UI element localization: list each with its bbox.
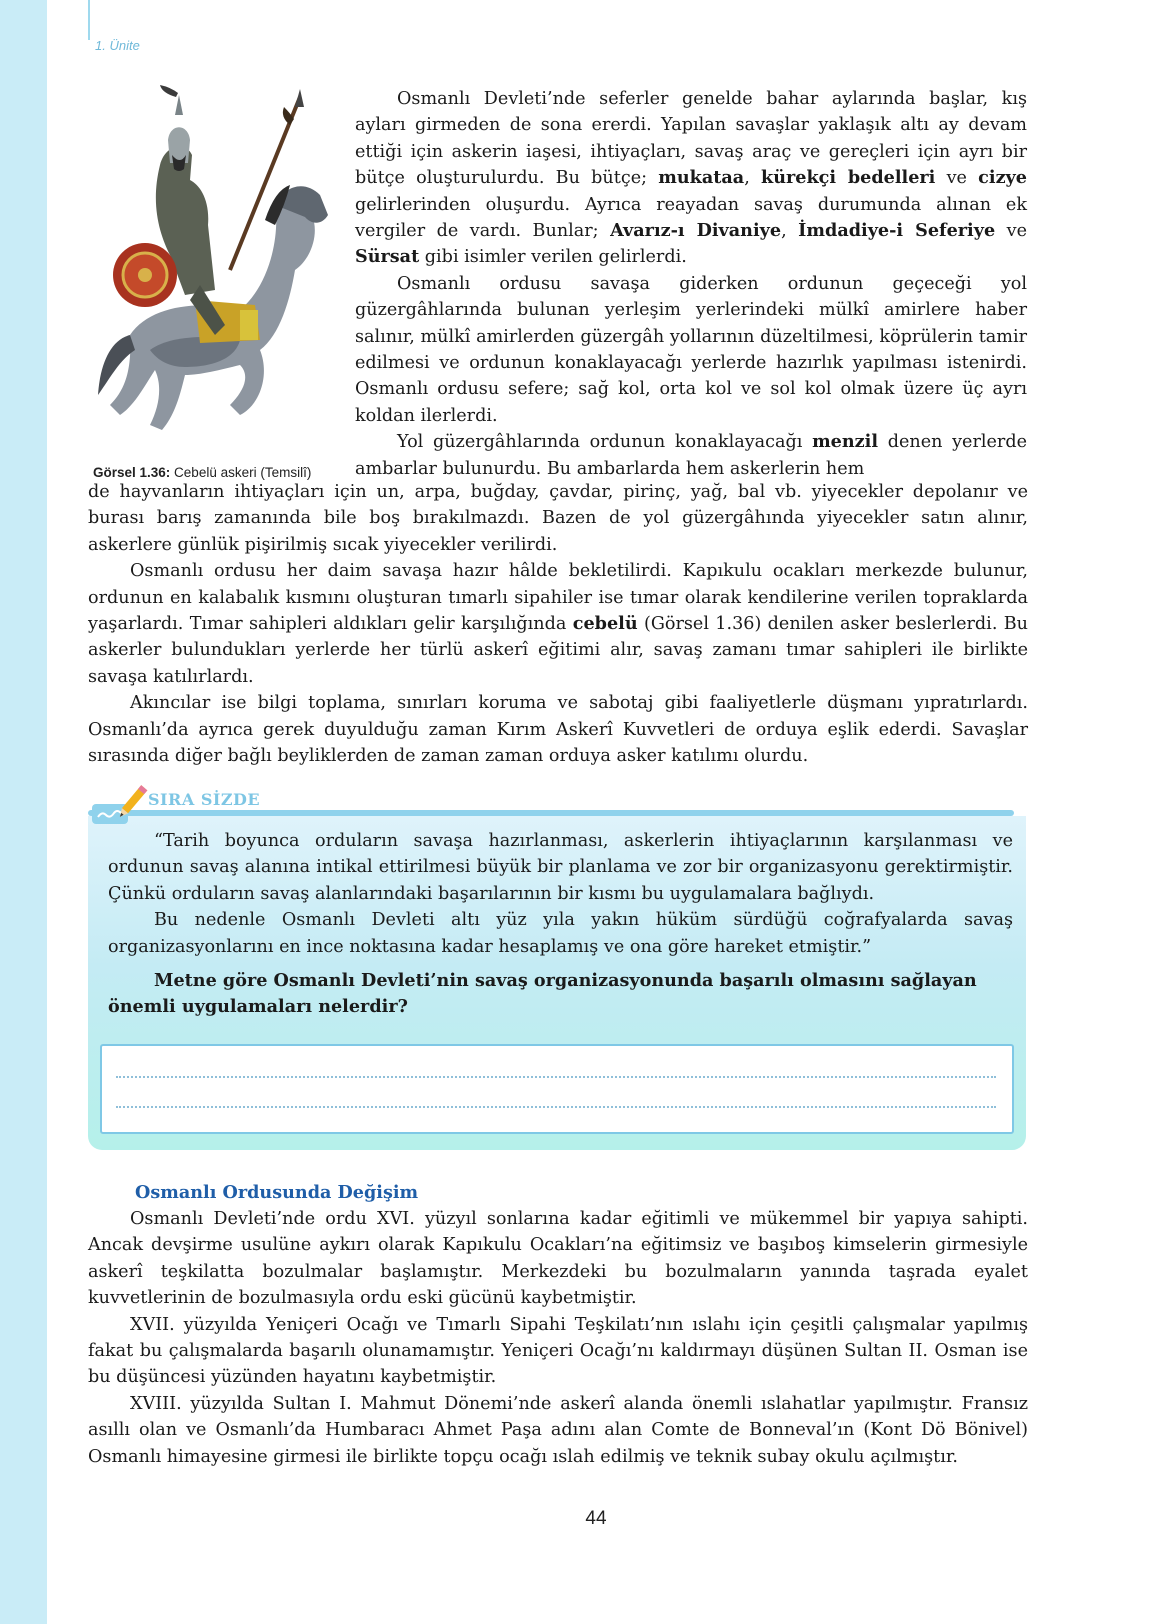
quote-paragraph: “Tarih boyunca orduların savaşa hazırlanması, askerlerin ihtiyaçlarının karşılanması ve ordunun savaş alanına intikal ettirilmesi büyük bir planlama ve zor bir organizasyonu gerektirmiştir. Çünkü orduların savaş alanlarındaki başarılarının bir kısmı bu uygulamalara bağlıydı. [108, 831, 1013, 904]
text-run: , [744, 168, 762, 189]
text-run: , [781, 221, 799, 242]
bold-term: mukataa [658, 167, 745, 189]
margin-rule [88, 0, 90, 40]
cebelu-soldier-illustration [90, 85, 350, 455]
text-run: Osmanlı ordusu savaşa giderken ordunun geçeceği yol güzergâhlarında bulunan yerleşim yerlerindeki mülkî amirlere haber salınır, mülkî amirlerden güzergâh yollarının düzeltilmesi, köprülerin tamir edilmesi ve ordunun konaklayacağı yerlerde hazırlık yapılması istenirdi. Osmanlı ordusu sefere; sağ kol, orta kol ve sol kol olmak üzere üç ayrı koldan ilerlerdi. [355, 273, 1027, 426]
text-run: ve [995, 221, 1028, 242]
activity-header-bar [88, 810, 1014, 816]
text-run: denen yerlerde ambarlar bulunurdu. Bu ambarlarda hem askerlerin hem [355, 432, 1027, 479]
paragraph [355, 86, 1027, 271]
text-run: (Görsel 1.36) denilen asker beslerlerdi. Bu askerler bulundukları yerlerde her türlü askerî eğitimi alır, savaş zamanı tımar sahipleri ile birlikte savaşa katılırlardı. [88, 614, 1028, 687]
text-run: de hayvanların ihtiyaçları için un, arpa, buğday, çavdar, pirinç, yağ, bal vb. yiyecekler depolanır ve burası barış zamanında bile boş bırakılmazdı. Bazen de yol güzergâhında yiyecekler satın alınır, askerlere günlük pişirilmiş sıcak yiyecekler verilirdi. [88, 482, 1028, 555]
unit-label: 1. Ünite [95, 38, 140, 53]
text-run: Osmanlı Devleti’nde seferler genelde bahar aylarında başlar, kış ayları girmeden de sona ererdi. Yapılan savaşlar yaklaşık altı ay devam ettiği için askerin iaşesi, ihtiyaçları, savaş araç ve gereçleri için ayrı bir bütçe oluşturulurdu. Bu bütçe; [355, 89, 1027, 189]
section-heading: Osmanlı Ordusunda Değişim [135, 1182, 419, 1203]
paragraph [88, 479, 1028, 558]
bold-term: kürekçi bedelleri [761, 167, 936, 189]
text-run: Yol güzergâhlarında ordunun konaklayacağı [397, 432, 813, 453]
bold-term: menzil [812, 431, 879, 453]
paragraph: Osmanlı Devleti’nde ordu XVI. yüzyıl sonlarına kadar eğitimli ve mükemmel bir yapıya sahipti. Ancak devşirme usulüne aykırı olarak Kapıkulu Ocakları’na eğitimsiz ve başıboş kimselerin girmesiyle askerî teşkilatta bozulmalar başlamıştır. Merkezdeki bu bozulmaların yanında taşrada eyalet kuvvetlerinin de bozulmasıyla ordu eski gücünü kaybetmiştir. [88, 1209, 1028, 1309]
text-run: Osmanlı ordusu her daim savaşa hazır hâlde bekletilirdi. Kapıkulu ocakları merkezde bulunur, ordunun en kalabalık kısmını oluşturan tımarlı sipahiler ise tımar olarak kendilerine verilen topraklarda yaşarlardı. Tımar sahipleri aldıkları gelir karşılığında [88, 561, 1028, 635]
text-run: gibi isimler verilen gelirlerdi. [419, 247, 687, 268]
text-run: Akıncılar ise bilgi toplama, sınırları koruma ve sabotaj gibi faaliyetlerle düşmanı yıpratırlardı. Osmanlı’da ayrıca gerek duyulduğu zaman Kırım Askerî Kuvvetleri de orduya eşlik ederdi. Savaşlar sırasında diğer bağlı beyliklerden de zaman zaman orduya asker katılımı olurdu. [88, 693, 1028, 767]
bold-term: Avarız-ı Divaniye [610, 220, 782, 242]
left-margin-strip [0, 0, 47, 1624]
answer-field[interactable] [100, 1044, 1014, 1134]
main-text-block [88, 479, 1028, 769]
activity-title: SIRA SİZDE [148, 790, 261, 809]
activity-quote [108, 828, 1013, 960]
paragraph [88, 558, 1028, 690]
answer-line [116, 1076, 996, 1078]
page-number: 44 [585, 1508, 607, 1529]
section-text-block [88, 1206, 1028, 1470]
bold-term: cizye [978, 167, 1027, 189]
paragraph [88, 690, 1028, 769]
paragraph [355, 271, 1027, 429]
quote-paragraph: Bu nedenle Osmanlı Devleti altı yüz yıla yakın hüküm sürdüğü coğrafyalarda savaş organizasyonlarını en ince noktasına kadar hesaplamış ve ona göre hareket etmiştir.” [108, 910, 1013, 957]
paragraph: XVIII. yüzyılda Sultan I. Mahmut Dönemi’nde askerî alanda önemli ıslahatlar yapılmıştır. Fransız asıllı olan ve Osmanlı’da Humbaracı Ahmet Paşa adını alan Comte de Bonneval’ın (Kont Dö Bönivel) Osmanlı himayesine girmesi ile birlikte topçu ocağı ıslah edilmiş ve teknik subay okulu açılmıştır. [88, 1393, 1028, 1467]
text-run: ve [935, 168, 979, 189]
bold-term: Sürsat [355, 246, 420, 268]
bold-term: İmdadiye-i Seferiye [798, 220, 996, 242]
activity-question: Metne göre Osmanlı Devleti’nin savaş organizasyonunda başarılı olmasını sağlayan önemli uygulamaları nelerdir? [108, 970, 977, 1018]
paragraph: XVII. yüzyılda Yeniçeri Ocağı ve Tımarlı Sipahi Teşkilatı’nın ıslahı için çeşitli çalışmalar yapılmış fakat bu çalışmalarda başarılı olunamamıştır. Yeniçeri Ocağı’nı kaldırmayı düşünen Sultan II. Osman ise bu düşüncesi yüzünden hayatını kaybetmiştir. [88, 1314, 1028, 1388]
sira-sizde-activity [88, 780, 1028, 1150]
intro-text-block [355, 86, 1027, 482]
bold-term: cebelü [572, 613, 638, 635]
text-run: gelirlerinden oluşurdu. Ayrıca reayadan savaş durumunda alınan ek vergiler de vardı. Bunlar; [355, 194, 1027, 242]
answer-line [116, 1106, 996, 1108]
pencil-note-icon [90, 784, 148, 826]
paragraph [355, 429, 1027, 482]
figure-caption: Görsel 1.36: Cebelü askeri (Temsilî) [93, 465, 312, 480]
